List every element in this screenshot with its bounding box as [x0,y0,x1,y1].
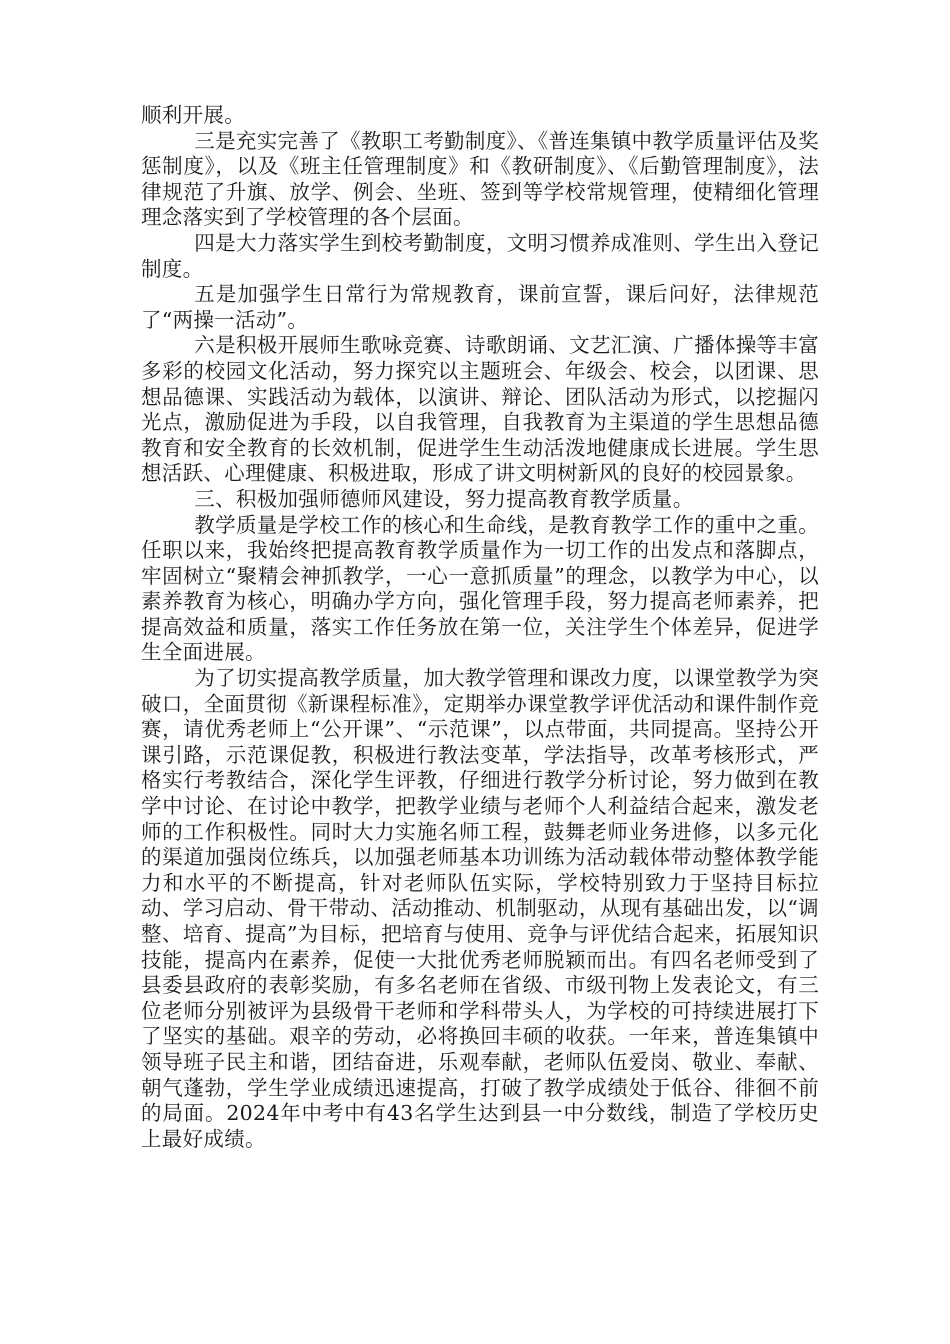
section-heading-3: 三、积极加强师德师风建设，努力提高教育教学质量。 [194,486,694,511]
paragraph-3: 四是大力落实学生到校考勤制度，文明习惯养成准则、学生出入登记制度。 [141,230,819,281]
paragraph-4: 五是加强学生日常行为常规教育，课前宣誓，课后问好，法律规范了“两操一活动”。 [141,282,819,332]
paragraph-5: 六是积极开展师生歌咏竞赛、诗歌朗诵、文艺汇演、广播体操等丰富多彩的校园文化活动，努力探究以主题班会、年级会、校会，以团课、思想品德课、实践活动为载体，以演讲、辩论、团队活动为形式，以挖掘闪光点，激励促进为手段，以自我管理，自我教育为主渠道的学生思想品德教育和安全教育的长效机制，促进学生生动活泼地健康成长进展。学生思想活跃、心理健康、积极进取，形成了讲文明树新风的良好的校园景象。 [141,333,819,486]
paragraph-7: 教学质量是学校工作的核心和生命线，是教育教学工作的重中之重。任职以来，我始终把提高教育教学质量作为一切工作的出发点和落脚点，牢固树立“聚精会神抓教学，一心一意抓质量”的理念，以教学为中心，以素养教育为核心，明确办学方向，强化管理手段，努力提高老师素养，把提高效益和质量，落实工作任务放在第一位，关注学生个体差异，促进学生全面进展。 [141,512,819,665]
paragraph-1: 顺利开展。 [141,103,245,127]
paragraph-2: 三是充实完善了《教职工考勤制度》、《普连集镇中教学质量评估及奖惩制度》，以及《班主任管理制度》和《教研制度》、《后勤管理制度》，法律规范了升旗、放学、例会、坐班、签到等学校常规管理，使精细化管理理念落实到了学校管理的各个层面。 [141,128,819,230]
document-body [141,103,819,1152]
paragraph-8: 为了切实提高教学质量，加大教学管理和课改力度，以课堂教学为突破口，全面贯彻《新课程标准》，定期举办课堂教学评优活动和课件制作竞赛，请优秀老师上“公开课”、“示范课”，以点带面，共同提高。坚持公开课引路，示范课促教，积极进行教法变革，学法指导，改革考核形式，严格实行考教结合，深化学生评教，仔细进行教学分析讨论，努力做到在教学中讨论、在讨论中教学，把教学业绩与老师个人利益结合起来，激发老师的工作积极性。同时大力实施名师工程，鼓舞老师业务进修，以多元化的渠道加强岗位练兵，以加强老师基本功训练为活动载体带动整体教学能力和水平的不断提高，针对老师队伍实际，学校特别致力于坚持目标拉动、学习启动、骨干带动、活动推动、机制驱动，从现有基础出发，以“调整、培育、提高”为目标，把培育与使用、竞争与评优结合起来，拓展知识技能，提高内在素养，促使一大批优秀老师脱颖而出。有四名老师受到了县委县政府的表彰奖励，有多名老师在省级、市级刊物上发表论文，有三位老师分别被评为县级骨干老师和学科带头人，为学校的可持续进展打下了坚实的基础。艰辛的劳动，必将换回丰硕的收获。一年来，普连集镇中领导班子民主和谐，团结奋进，乐观奉献，老师队伍爱岗、敬业、奉献、朝气蓬勃，学生学业成绩迅速提高，打破了教学成绩处于低谷、徘徊不前的局面。2024年中考中有43名学生达到县一中分数线，制造了学校历史上最好成绩。 [141,666,819,1151]
